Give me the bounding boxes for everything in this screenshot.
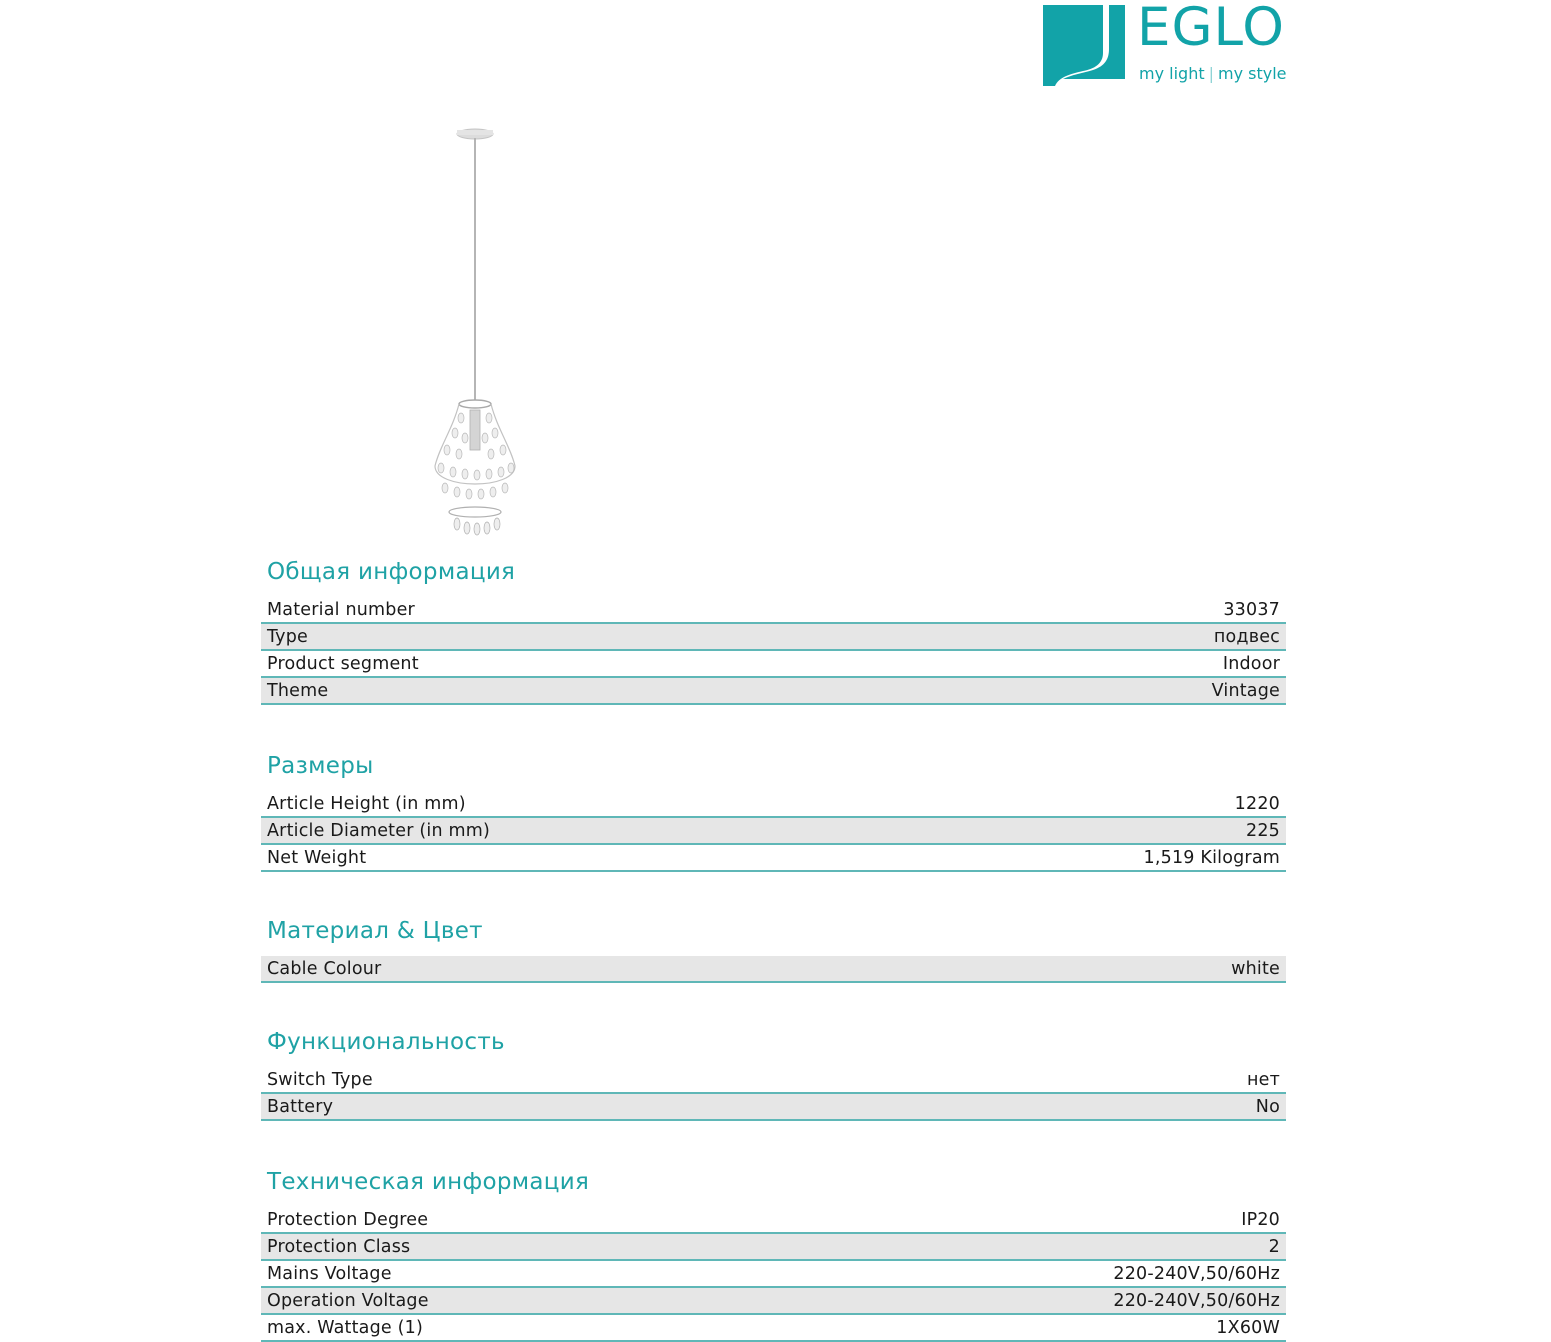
spec-label: Product segment — [267, 653, 419, 674]
spec-value: 1X60W — [1216, 1317, 1280, 1338]
spec-row — [261, 1315, 1286, 1342]
spec-value: 2 — [1268, 1236, 1280, 1257]
spec-label: Operation Voltage — [267, 1290, 429, 1311]
section-title: Функциональность — [267, 1029, 505, 1055]
spec-row — [261, 956, 1286, 983]
spec-value: 225 — [1245, 820, 1280, 841]
spec-value: подвес — [1213, 626, 1280, 647]
spec-table — [261, 956, 1286, 983]
spec-row — [261, 1234, 1286, 1261]
spec-value: Indoor — [1222, 653, 1280, 674]
spec-label: Protection Degree — [267, 1209, 429, 1230]
section-general — [261, 553, 1286, 705]
section-functionality — [261, 1023, 1286, 1121]
spec-row — [261, 597, 1286, 624]
spec-row — [261, 818, 1286, 845]
spec-value: white — [1231, 958, 1280, 979]
spec-row — [261, 845, 1286, 872]
section-title: Техническая информация — [267, 1169, 590, 1195]
tagline-right: my style — [1218, 64, 1287, 83]
spec-value: 1,519 Kilogram — [1143, 847, 1280, 868]
spec-value: нет — [1246, 1069, 1280, 1090]
spec-row — [261, 624, 1286, 651]
spec-label: Cable Colour — [267, 958, 382, 979]
section-dimensions — [261, 747, 1286, 872]
spec-label: Protection Class — [267, 1236, 411, 1257]
section-title: Общая информация — [267, 559, 516, 585]
spec-row — [261, 1288, 1286, 1315]
brand-tagline — [1139, 64, 1287, 83]
brand-name: EGLO — [1137, 0, 1285, 58]
spec-value: No — [1255, 1096, 1280, 1117]
spec-table — [261, 597, 1286, 705]
spec-label: Switch Type — [267, 1069, 373, 1090]
spec-label: Type — [267, 626, 308, 647]
tagline-separator: | — [1208, 64, 1214, 83]
spec-label: Theme — [267, 680, 329, 701]
spec-value: 1220 — [1234, 793, 1280, 814]
spec-label: Battery — [267, 1096, 334, 1117]
spec-label: Article Diameter (in mm) — [267, 820, 491, 841]
spec-table — [261, 791, 1286, 872]
eglo-lamp-logo-icon — [1043, 5, 1125, 86]
spec-row — [261, 1261, 1286, 1288]
spec-sheet — [261, 553, 1286, 1342]
spec-label: Net Weight — [267, 847, 367, 868]
spec-label: Mains Voltage — [267, 1263, 392, 1284]
spec-value: IP20 — [1241, 1209, 1280, 1230]
brand-logo — [1043, 0, 1293, 87]
spec-row — [261, 791, 1286, 818]
section-material — [261, 912, 1286, 983]
spec-row — [261, 1207, 1286, 1234]
tagline-left: my light — [1139, 64, 1205, 83]
spec-label: max. Wattage (1) — [267, 1317, 424, 1338]
spec-row — [261, 678, 1286, 705]
section-technical — [261, 1163, 1286, 1342]
spec-value: Vintage — [1211, 680, 1280, 701]
spec-table — [261, 1207, 1286, 1342]
spec-table — [261, 1067, 1286, 1121]
pendant-lamp-image — [425, 128, 530, 540]
spec-row — [261, 1067, 1286, 1094]
spec-value: 220-240V,50/60Hz — [1113, 1290, 1280, 1311]
spec-value: 33037 — [1223, 599, 1280, 620]
spec-value: 220-240V,50/60Hz — [1113, 1263, 1280, 1284]
spec-row — [261, 1094, 1286, 1121]
spec-label: Article Height (in mm) — [267, 793, 466, 814]
spec-label: Material number — [267, 599, 415, 620]
spec-row — [261, 651, 1286, 678]
section-title: Материал & Цвет — [267, 918, 483, 944]
section-title: Размеры — [267, 753, 374, 779]
